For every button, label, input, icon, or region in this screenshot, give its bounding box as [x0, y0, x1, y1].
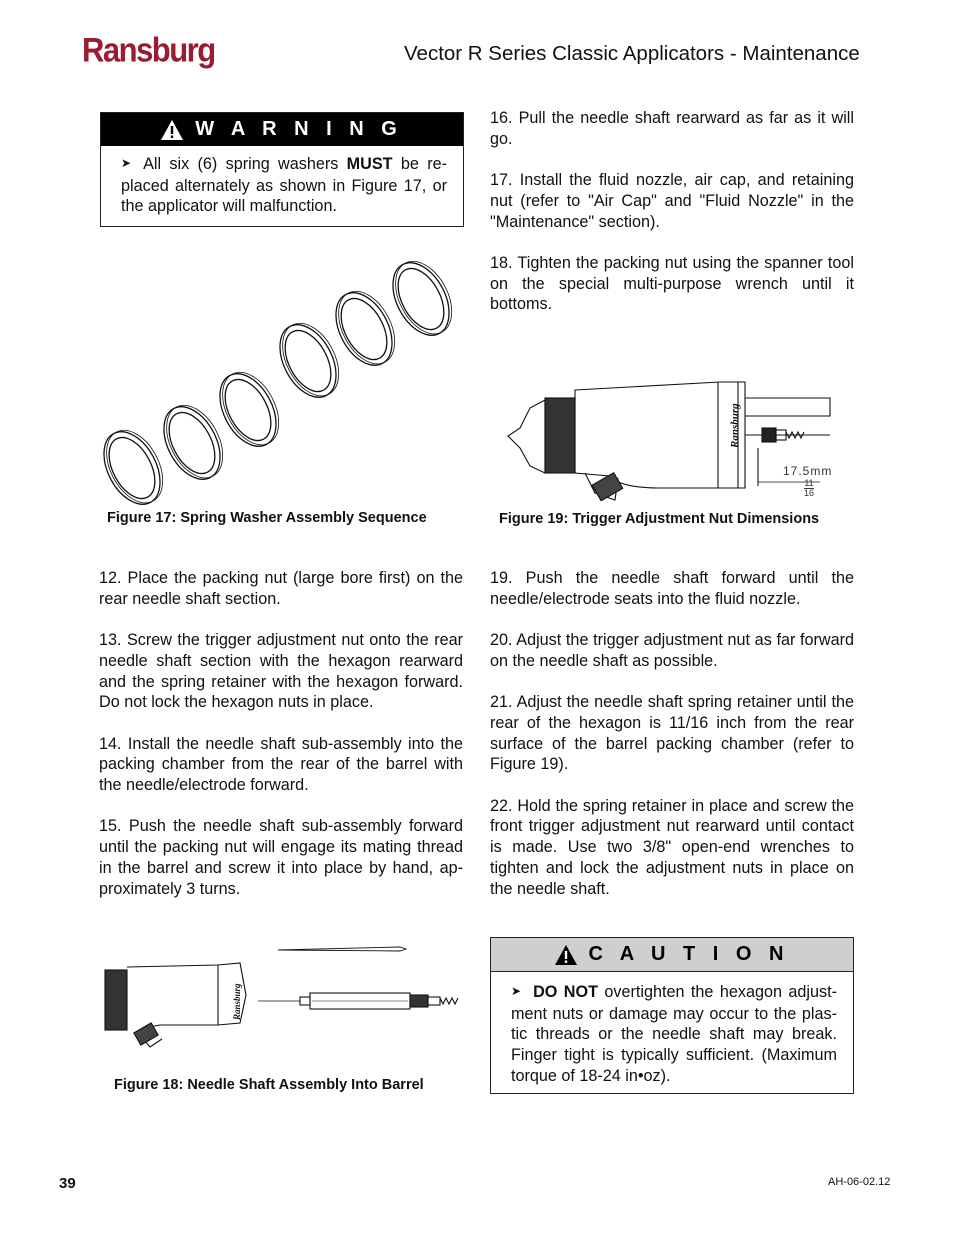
warning-lead: All six (6) spring washers	[143, 155, 347, 173]
caution-header	[491, 938, 853, 972]
warning-title: W A R N I N G	[195, 118, 403, 140]
caution-box	[490, 937, 854, 1094]
figure-19-caption: Figure 19: Trigger Adjustment Nut Dimensions	[499, 511, 820, 527]
steps-16-18	[490, 108, 854, 315]
step-12: 12. Place the packing nut (large bore first) on the rear needle shaft section.	[99, 569, 463, 608]
trigger-adjustment-figure	[500, 378, 850, 508]
step-15: 15. Push the needle shaft sub-assembly forward until the packing nut will engage its mating thread in the barrel and screw it into place by hand, ap-proximately 3 turns.	[99, 817, 463, 898]
dimension-mm: 17.5mm	[783, 464, 833, 478]
dimension-inch	[804, 479, 814, 498]
warning-tail: be re-placed alternately as shown in Figure 17, or the applicator will malfunction.	[121, 155, 447, 216]
steps-12-15	[99, 568, 463, 899]
warning-header	[101, 113, 463, 146]
steps-19-22	[490, 568, 854, 899]
svg-text:Ransburg: Ransburg	[232, 983, 242, 1020]
step-20: 20. Adjust the trigger adjustment nut as far forward on the needle shaft as possible.	[490, 631, 854, 670]
page-number: 39	[59, 1175, 76, 1192]
warning-text	[101, 146, 463, 225]
step-17: 17. Install the fluid nozzle, air cap, and retaining nut (refer to "Air Cap" and "Fluid Nozzle" in the "Maintenance" section).	[490, 171, 854, 231]
warning-triangle-icon	[161, 120, 183, 140]
figure-18-caption: Figure 18: Needle Shaft Assembly Into Barrel	[114, 1077, 424, 1093]
caution-tail: overtighten the hexagon adjust-ment nuts or damage may occur to the plas-tic threads or the needle shaft may break. Finger tight is typically sufficient. (Maximum torque of 18-24 in•oz).	[511, 983, 837, 1085]
step-19: 19. Push the needle shaft forward until the needle/electrode seats into the fluid nozzle.	[490, 569, 854, 608]
step-16: 16. Pull the needle shaft rearward as far as it will go.	[490, 109, 854, 148]
svg-text:Ransburg: Ransburg	[729, 403, 741, 448]
spring-washer-figure	[100, 255, 460, 505]
document-code: AH-06-02.12	[828, 1176, 891, 1188]
warning-emphasis: MUST	[346, 155, 393, 173]
caution-emphasis: DO NOT	[533, 983, 598, 1001]
step-13: 13. Screw the trigger adjustment nut onto the rear needle shaft section with the hexagon rearward and the spring retainer with the hexagon forward. Do not lock the hexagon nuts in place.	[99, 631, 463, 712]
brand-logo: Ransburg	[82, 30, 215, 70]
dimension-denominator: 16	[804, 488, 815, 498]
caution-triangle-icon	[555, 945, 577, 965]
arrow-bullet-icon: ➤	[121, 156, 132, 170]
step-22: 22. Hold the spring retainer in place and screw the front trigger adjustment nut rearward until contact is made. Use two 3/8" open-end wrenches to tighten and lock the adjustment nuts in place on the needle shaft.	[490, 796, 854, 898]
step-18: 18. Tighten the packing nut using the spanner tool on the special multi-purpose wrench until it bottoms.	[490, 253, 854, 314]
figure-17-caption: Figure 17: Spring Washer Assembly Sequence	[107, 510, 427, 526]
washer-1	[92, 421, 174, 514]
step-14: 14. Install the needle shaft sub-assembly into the packing chamber from the rear of the barrel with the needle/electrode forward.	[99, 734, 463, 794]
arrow-bullet-icon: ➤	[511, 984, 522, 998]
warning-box	[100, 112, 464, 227]
caution-title: C A U T I O N	[588, 943, 790, 965]
caution-text	[491, 972, 853, 1095]
dimension-numerator: 11	[804, 478, 814, 488]
needle-shaft-figure	[100, 935, 470, 1055]
step-21: 21. Adjust the needle shaft spring retainer until the rear of the hexagon is 11/16 inch from the rear surface of the barrel packing chamber (refer to Figure 19).	[490, 693, 854, 774]
page-title: Vector R Series Classic Applicators - Maintenance	[404, 42, 860, 65]
